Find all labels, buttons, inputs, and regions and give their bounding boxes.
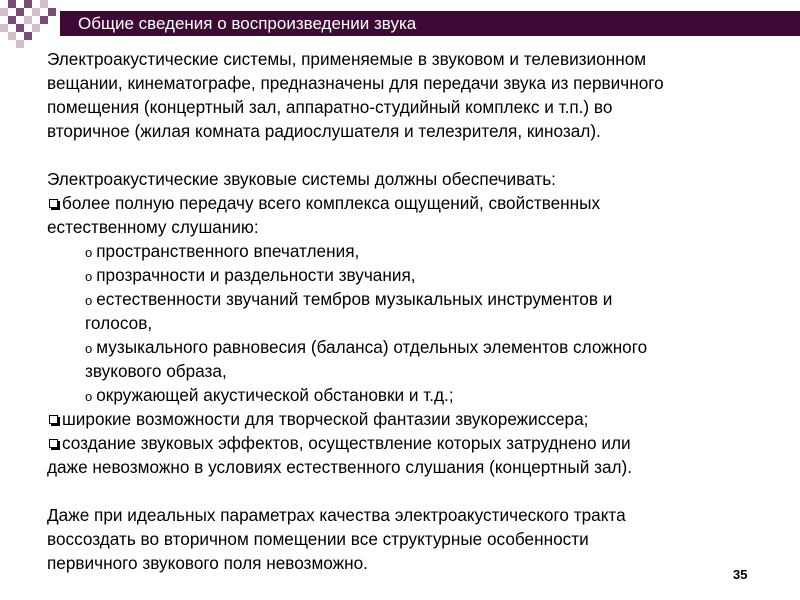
sub-list-item: o естественности звучаний тембров музыкальных инструментов и (85, 287, 762, 311)
checkbox-bullet-icon (49, 199, 58, 208)
intro-paragraph (47, 47, 762, 143)
sub-list-item-continuation: голосов, (85, 313, 153, 333)
sub-list-item: o прозрачности и раздельности звучания, (85, 263, 762, 287)
circle-bullet-icon: o (85, 245, 93, 260)
slide-title: Общие сведения о воспроизведении звука (78, 14, 417, 33)
sub-list-item-continuation: звукового образа, (85, 361, 227, 381)
bullet-item (47, 431, 762, 479)
bullet-text: широкие возможности для творческой фантазии звукорежиссера; (62, 409, 589, 429)
circle-bullet-icon: o (85, 389, 93, 404)
intro-line: вторичное (жилая комната радиослушателя и телезрителя, кинозал). (47, 121, 601, 141)
sub-list-item: o музыкального равновесия (баланса) отдельных элементов сложного (85, 335, 762, 359)
conclusion-line: Даже при идеальных параметрах качества электроакустического тракта (47, 505, 626, 525)
intro-line: Электроакустические системы, применяемые в звуковом и телевизионном (47, 49, 647, 69)
sub-list-item: o окружающей акустической обстановки и т.д.; (85, 383, 762, 407)
title-bar (60, 11, 800, 36)
circle-bullet-icon: o (85, 293, 93, 308)
bullet-text: более полную передачу всего комплекса ощущений, свойственных (62, 193, 601, 213)
bullet-item (47, 191, 762, 239)
bullet-text: естественному слушанию: (47, 217, 259, 237)
decorative-checker-pattern (0, 0, 64, 48)
slide-body (47, 47, 762, 575)
checkbox-bullet-icon (49, 415, 58, 424)
requirements-heading: Электроакустические звуковые системы должны обеспечивать: (47, 169, 556, 189)
sub-list (47, 239, 762, 407)
conclusion-paragraph (47, 503, 762, 575)
intro-line: вещании, кинематографе, предназначены для передачи звука из первичного (47, 73, 664, 93)
conclusion-line: первичного звукового поля невозможно. (47, 553, 368, 573)
intro-line: помещения (концертный зал, аппаратно-студийный комплекс и т.п.) во (47, 97, 613, 117)
checkbox-bullet-icon (49, 439, 58, 448)
bullet-text: создание звуковых эффектов, осуществление которых затруднено или (62, 433, 631, 453)
sub-list-item: o пространственного впечатления, (85, 239, 762, 263)
conclusion-line: воссоздать во вторичном помещении все структурные особенности (47, 529, 589, 549)
bullet-item (47, 407, 762, 431)
circle-bullet-icon: o (85, 269, 93, 284)
bullet-text: даже невозможно в условиях естественного слушания (концертный зал). (47, 457, 633, 477)
page-number: 35 (733, 567, 748, 582)
circle-bullet-icon: o (85, 341, 93, 356)
